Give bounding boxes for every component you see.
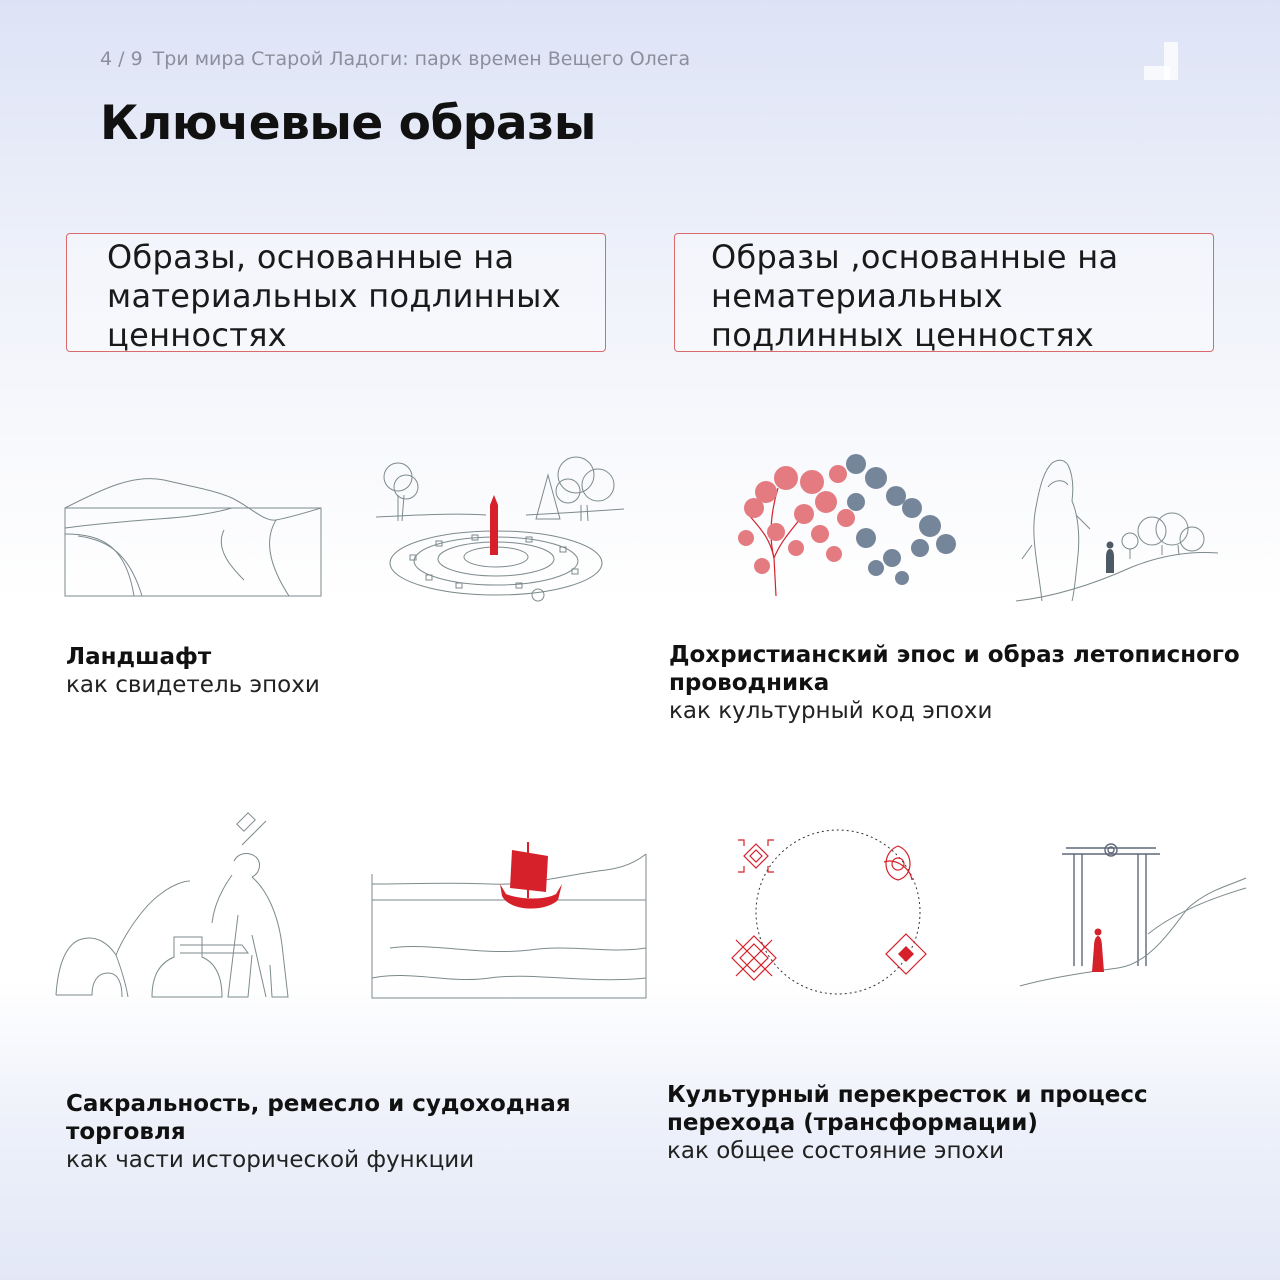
item-title: Культурный перекресток и процесс перехода (трансформации): [667, 1082, 1148, 1136]
stone-circle-illustration: [376, 455, 626, 605]
page-title: Ключевые образы: [100, 96, 596, 151]
transition-gate-illustration: [1018, 838, 1248, 988]
breadcrumb-text: Три мира Старой Ладоги: парк времен Вещего Олега: [152, 48, 691, 70]
caption-crossroads: [667, 1081, 1267, 1165]
item-subtitle: как культурный код эпохи: [669, 698, 993, 724]
category-box-intangible: [674, 233, 1214, 352]
caption-epic: [669, 641, 1269, 725]
landscape-illustration: [64, 470, 324, 600]
slavic-star-icon: [738, 840, 774, 872]
item-subtitle: как общее состояние эпохи: [667, 1138, 1005, 1164]
triquetra-icon: [884, 846, 912, 880]
ornament-circle-illustration: [728, 828, 928, 1000]
caption-sacral: [66, 1090, 626, 1174]
breadcrumb: [100, 48, 690, 70]
caption-landscape: [66, 643, 626, 699]
trade-ship-illustration: [370, 838, 650, 1000]
item-title: Ландшафт: [66, 644, 212, 670]
item-subtitle: как части исторической функции: [66, 1147, 475, 1173]
blacksmith-illustration: [52, 815, 297, 1005]
item-subtitle: как свидетель эпохи: [66, 672, 320, 698]
chronicle-guide-illustration: [1012, 455, 1222, 605]
brand-logo-icon: [1140, 42, 1182, 82]
category-label-intangible: Образы ,основанные на нематериальных подлинных ценностях: [711, 238, 1119, 354]
item-title: Дохристианский эпос и образ летописного проводника: [669, 642, 1240, 696]
category-label-material: Образы, основанные на материальных подлинных ценностях: [107, 238, 561, 354]
item-title: Сакральность, ремесло и судоходная торговля: [66, 1091, 571, 1145]
page-number: 4 / 9: [100, 48, 143, 70]
diamond-ornament-icon: [886, 934, 926, 974]
sacred-tree-illustration: [716, 448, 966, 598]
knot-ornament-icon: [732, 936, 776, 980]
category-box-material: [66, 233, 606, 352]
